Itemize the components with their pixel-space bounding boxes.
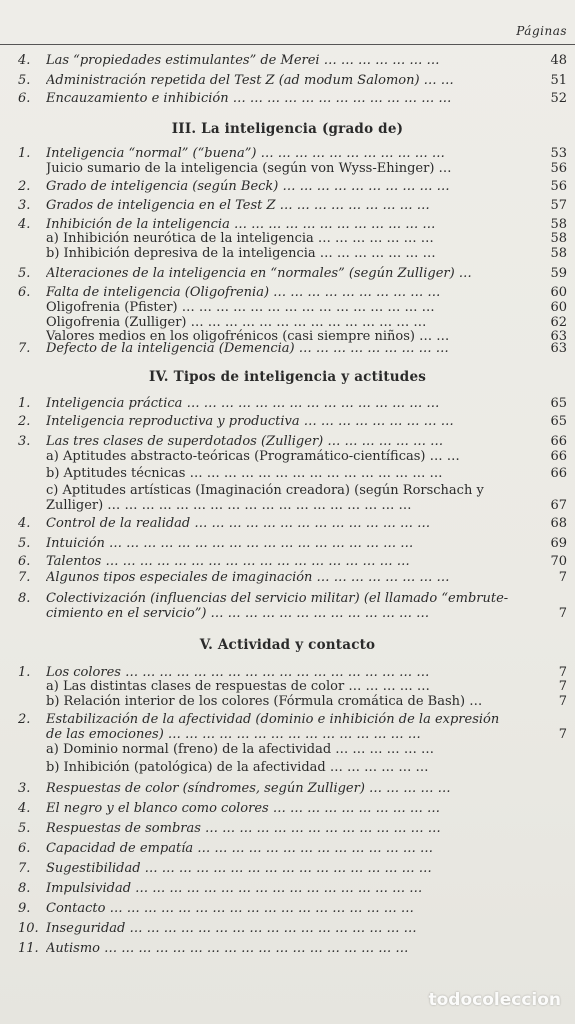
entry-title: a) Aptitudes abstracto-teóricas (Programático-científicas) … … [46, 449, 460, 464]
entry-page: 60 [550, 300, 567, 315]
entry-title: Impulsividad … … … … … … … … … … … … … … … … … [46, 881, 423, 896]
toc-entry [0, 780, 575, 798]
entry-page: 58 [550, 217, 567, 232]
entry-number: 4. [18, 53, 31, 68]
entry-number: 4. [18, 217, 31, 232]
toc-entry [0, 197, 575, 215]
entry-number: 1. [18, 665, 31, 680]
entry-title: de las emociones) … … … … … … … … … … … … … … … [46, 727, 421, 742]
entry-title: b) Aptitudes técnicas … … … … … … … … … … … … … … … [46, 466, 443, 481]
toc-entry [0, 920, 575, 938]
entry-title: Las tres clases de superdotados (Zulliger) … … … … … … … [46, 434, 444, 449]
entry-page: 7 [558, 606, 567, 621]
entry-title: Algunos tipos especiales de imaginación … … … … … … … … [46, 570, 450, 585]
entry-page: 56 [550, 179, 567, 194]
entry-number: 5. [18, 266, 31, 281]
toc-entry [0, 465, 575, 483]
entry-number: 11. [18, 941, 39, 956]
entry-title: Inteligencia “normal” (“buena”) … … … … … … … … … … … [46, 146, 445, 161]
entry-number: 7. [18, 341, 31, 356]
entry-title: Capacidad de empatía … … … … … … … … … … … … … … [46, 841, 433, 856]
entry-number: 2. [18, 179, 31, 194]
entry-page: 7 [558, 570, 567, 585]
entry-page: 70 [550, 554, 567, 569]
entry-title: Encauzamiento e inhibición … … … … … … … … … … … … … [46, 91, 452, 106]
entry-page: 65 [550, 414, 567, 429]
entry-title: Respuestas de sombras … … … … … … … … … … … … … … [46, 821, 441, 836]
entry-title: Colectivización (influencias del servicio militar) (el llamado “embrute- [46, 591, 509, 606]
toc-entry [0, 800, 575, 818]
entry-page: 57 [550, 198, 567, 213]
entry-title: Oligofrenia (Zulliger) … … … … … … … … … … … … … … [46, 315, 427, 330]
entry-title: b) Inhibición depresiva de la inteligencia … … … … … … … [46, 246, 436, 261]
entry-page: 63 [550, 341, 567, 356]
entry-number: 5. [18, 536, 31, 551]
entry-title: Control de la realidad … … … … … … … … … … … … … … [46, 516, 431, 531]
entry-page: 58 [550, 231, 567, 246]
entry-number: 8. [18, 881, 31, 896]
entry-number: 8. [18, 591, 31, 606]
toc-entry [0, 395, 575, 413]
entry-page: 7 [558, 665, 567, 680]
entry-number: 3. [18, 434, 31, 449]
section-heading-iii: III. La inteligencia (grado de) [171, 121, 404, 137]
entry-title: c) Aptitudes artísticas (Imaginación creadora) (según Rorschach y [46, 483, 484, 498]
toc-entry [0, 413, 575, 431]
entry-title: Inhibición de la inteligencia … … … … … … … … … … … … [46, 217, 436, 232]
toc-entry [0, 820, 575, 838]
entry-number: 7. [18, 861, 31, 876]
toc-entry [0, 535, 575, 553]
entry-number: 2. [18, 712, 31, 727]
entry-page: 58 [550, 246, 567, 261]
entry-number: 1. [18, 146, 31, 161]
entry-number: 3. [18, 781, 31, 796]
entry-title: Juicio sumario de la inteligencia (según von Wyss-Ehinger) … [46, 161, 452, 176]
toc-entry [0, 90, 575, 108]
toc-entry [0, 160, 575, 178]
entry-title: cimiento en el servicio”) … … … … … … … … … … … … … [46, 606, 430, 621]
entry-title: a) Dominio normal (freno) de la afectividad … … … … … … [46, 742, 434, 757]
entry-page: 51 [550, 73, 567, 88]
entry-page: 65 [550, 396, 567, 411]
entry-number: 9. [18, 901, 31, 916]
entry-title: Valores medios en los oligofrénicos (casi siempre niños) … … [46, 329, 450, 344]
watermark-logo [428, 990, 561, 1010]
entry-title: Sugestibilidad … … … … … … … … … … … … … … … … … [46, 861, 432, 876]
entry-title: Grados de inteligencia en el Test Z … … … … … … … … … [46, 198, 430, 213]
entry-page: 7 [558, 679, 567, 694]
toc-entry [0, 880, 575, 898]
entry-page: 7 [558, 694, 567, 709]
entry-number: 6. [18, 554, 31, 569]
entry-title: Talentos … … … … … … … … … … … … … … … … … … [46, 554, 410, 569]
entry-number: 3. [18, 198, 31, 213]
entry-page: 67 [550, 498, 567, 513]
toc-entry [0, 340, 575, 358]
toc-entry [0, 72, 575, 90]
toc-entry [0, 693, 575, 711]
entry-page: 66 [550, 434, 567, 449]
entry-page: 7 [558, 727, 567, 742]
toc-entry [0, 840, 575, 858]
entry-page: 68 [550, 516, 567, 531]
toc-entry [0, 759, 575, 777]
entry-page: 52 [550, 91, 567, 106]
entry-number: 1. [18, 396, 31, 411]
entry-page: 63 [550, 329, 567, 344]
toc-entry [0, 569, 575, 587]
entry-page: 62 [550, 315, 567, 330]
entry-title: Inseguridad … … … … … … … … … … … … … … … … … [46, 921, 417, 936]
entry-number: 7. [18, 570, 31, 585]
entry-title: Inteligencia práctica … … … … … … … … … … … … … … … [46, 396, 440, 411]
toc-entry [0, 515, 575, 533]
entry-title: Las “propiedades estimulantes” de Merei … … … … … … … [46, 53, 440, 68]
toc-entry [0, 448, 575, 466]
toc-entry [0, 900, 575, 918]
toc-entry [0, 940, 575, 958]
entry-number: 4. [18, 801, 31, 816]
entry-title: Grado de inteligencia (según Beck) … … … … … … … … … … [46, 179, 450, 194]
entry-page: 69 [550, 536, 567, 551]
paginas-header: Páginas [516, 24, 567, 38]
toc-entry [0, 245, 575, 263]
entry-title: Intuición … … … … … … … … … … … … … … … … … … [46, 536, 414, 551]
toc-entry [0, 52, 575, 70]
entry-number: 5. [18, 73, 31, 88]
entry-title: b) Inhibición (patológica) de la afectividad … … … … … … [46, 760, 429, 775]
section-heading-iv: IV. Tipos de inteligencia y actitudes [148, 369, 427, 385]
header-rule [0, 44, 575, 45]
entry-title: El negro y el blanco como colores … … … … … … … … … … [46, 801, 441, 816]
entry-title: a) Inhibición neurótica de la inteligencia … … … … … … … [46, 231, 434, 246]
toc-entry [0, 605, 575, 623]
entry-page: 60 [550, 285, 567, 300]
entry-title: Autismo … … … … … … … … … … … … … … … … … … [46, 941, 409, 956]
entry-page: 66 [550, 466, 567, 481]
entry-page: 48 [550, 53, 567, 68]
entry-number: 4. [18, 516, 31, 531]
entry-title: Administración repetida del Test Z (ad modum Salomon) … … [46, 73, 454, 88]
entry-number: 6. [18, 841, 31, 856]
entry-title: Defecto de la inteligencia (Demencia) … … … … … … … … … [46, 341, 449, 356]
entry-title: Inteligencia reproductiva y productiva … … … … … … … … … [46, 414, 454, 429]
toc-entry [0, 860, 575, 878]
section-heading-v: V. Actividad y contacto [199, 637, 376, 653]
entry-title: Oligofrenia (Pfister) … … … … … … … … … … … … … … … [46, 300, 435, 315]
toc-entry [0, 265, 575, 283]
entry-number: 10. [18, 921, 39, 936]
entry-page: 59 [550, 266, 567, 281]
entry-page: 53 [550, 146, 567, 161]
entry-title: Zulliger) … … … … … … … … … … … … … … … … … … [46, 498, 412, 513]
entry-title: b) Relación interior de los colores (Fórmula cromática de Bash) … [46, 694, 483, 709]
entry-title: Falta de inteligencia (Oligofrenia) … … … … … … … … … … [46, 285, 441, 300]
entry-page: 66 [550, 449, 567, 464]
entry-title: Contacto … … … … … … … … … … … … … … … … … … [46, 901, 414, 916]
toc-entry [0, 741, 575, 759]
watermark-text: todocoleccion [428, 990, 561, 1010]
entry-number: 6. [18, 285, 31, 300]
entry-title: Respuestas de color (síndromes, según Zulliger) … … … … … [46, 781, 451, 796]
entry-title: Los colores … … … … … … … … … … … … … … … … … … [46, 665, 430, 680]
entry-number: 2. [18, 414, 31, 429]
entry-title: Alteraciones de la inteligencia en “normales” (según Zulliger) … [46, 266, 472, 281]
entry-title: a) Las distintas clases de respuestas de color … … … … … [46, 679, 430, 694]
entry-number: 5. [18, 821, 31, 836]
entry-page: 56 [550, 161, 567, 176]
toc-entry [0, 178, 575, 196]
toc-entry [0, 497, 575, 515]
entry-title: Estabilización de la afectividad (dominio e inhibición de la expresión [46, 712, 500, 727]
entry-number: 6. [18, 91, 31, 106]
